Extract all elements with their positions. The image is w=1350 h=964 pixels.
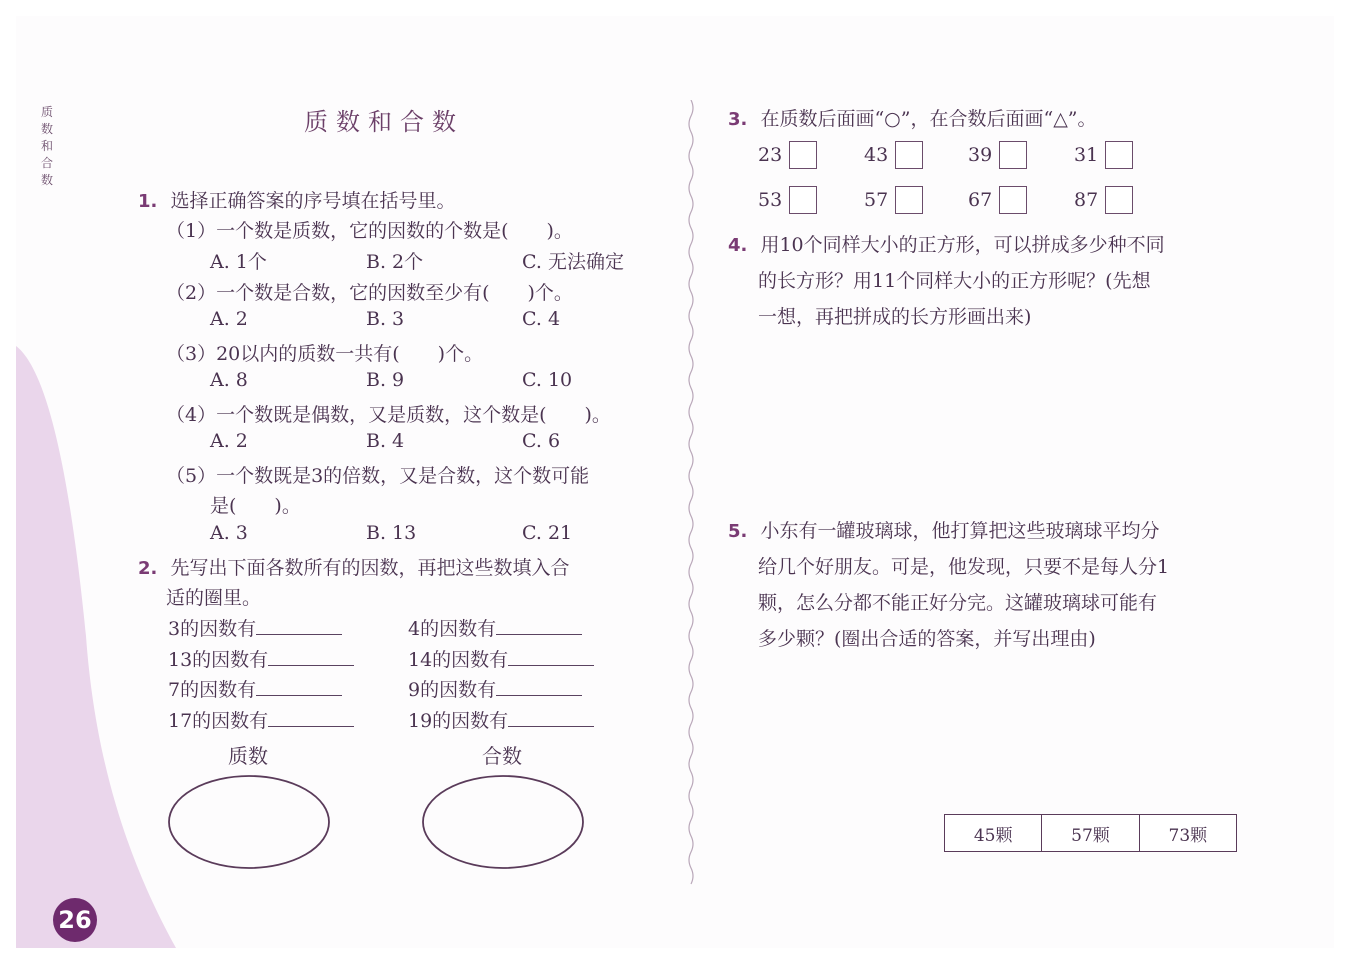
q2-factor-label: 13的因数有 <box>168 649 269 671</box>
q1-header <box>138 186 455 213</box>
answer-line[interactable] <box>268 726 354 727</box>
q3-answer-box[interactable] <box>1105 141 1133 169</box>
q3-answer-box[interactable] <box>999 141 1027 169</box>
q3-answer-box[interactable] <box>1105 186 1133 214</box>
answer-line[interactable] <box>496 695 582 696</box>
q2-stem-line2: 适的圈里。 <box>166 587 262 609</box>
q2-factor-row2-right <box>408 645 594 672</box>
q2-stem-line1: 先写出下面各数所有的因数，再把这些数填入合 <box>170 557 570 579</box>
q1-item3-stem: （3）20以内的质数一共有( )个。 <box>166 343 484 365</box>
q4-header <box>728 230 1165 257</box>
q1-item1-option-c: C. 无法确定 <box>522 251 624 273</box>
q5-number: 5. <box>728 521 748 542</box>
q5-line4: 多少颗？(圈出合适的答案，并写出理由) <box>758 628 1096 650</box>
page-title: 质数和合数 <box>304 108 464 136</box>
q3-number-53: 53 <box>758 189 783 211</box>
q2-header <box>138 553 569 580</box>
q2-factor-row3-right <box>408 675 582 702</box>
answer-line[interactable] <box>256 695 342 696</box>
q1-item2-option-a: A. 2 <box>210 308 248 330</box>
q1-item1-option-a: A. 1个 <box>210 251 267 273</box>
q2-factor-label: 3的因数有 <box>168 618 257 640</box>
answer-line[interactable] <box>508 726 594 727</box>
answer-line[interactable] <box>268 665 354 666</box>
q1-item4-stem: （4）一个数既是偶数，又是质数，这个数是( )。 <box>166 404 611 426</box>
prime-circle[interactable] <box>166 772 336 872</box>
answer-line[interactable] <box>496 634 582 635</box>
q3-answer-box[interactable] <box>895 141 923 169</box>
q3-header <box>728 104 1097 131</box>
side-tab-title: 质数和合数 <box>40 105 53 187</box>
q2-factor-row1-left <box>168 614 342 641</box>
q3-answer-box[interactable] <box>789 186 817 214</box>
q1-item5-option-a: A. 3 <box>210 522 248 544</box>
q1-number: 1. <box>138 191 158 212</box>
q1-item3-option-b: B. 9 <box>366 369 405 391</box>
q2-factor-label: 14的因数有 <box>408 649 509 671</box>
q3-number: 3. <box>728 109 748 130</box>
q1-item4-option-b: B. 4 <box>366 430 405 452</box>
q1-stem: 选择正确答案的序号填在括号里。 <box>170 190 456 212</box>
q5-line3: 颗，怎么分都不能正好分完。这罐玻璃球可能有 <box>758 592 1158 614</box>
q1-item2-option-c: C. 4 <box>522 308 561 330</box>
q2-factor-label: 9的因数有 <box>408 679 497 701</box>
q3-number-43: 43 <box>864 144 889 166</box>
q2-factor-label: 4的因数有 <box>408 618 497 640</box>
q5-option-57[interactable]: 57颗 <box>1042 815 1139 851</box>
q3-answer-box[interactable] <box>895 186 923 214</box>
q3-stem: 在质数后面画“○”，在合数后面画“△”。 <box>760 108 1097 130</box>
q1-item3-option-c: C. 10 <box>522 369 573 391</box>
q1-item2-stem: （2）一个数是合数，它的因数至少有( )个。 <box>166 282 573 304</box>
q2-factor-label: 19的因数有 <box>408 710 509 732</box>
q3-number-67: 67 <box>968 189 993 211</box>
q1-item5-option-c: C. 21 <box>522 522 573 544</box>
composite-circle[interactable] <box>420 772 590 872</box>
q4-line1: 用10个同样大小的正方形，可以拼成多少种不同 <box>760 234 1165 256</box>
answer-line[interactable] <box>508 665 594 666</box>
q1-item4-option-c: C. 6 <box>522 430 561 452</box>
q5-header <box>728 516 1159 543</box>
q5-options-table <box>944 814 1237 852</box>
q2-factor-row1-right <box>408 614 582 641</box>
q1-item5-stem-line2: 是( )。 <box>210 495 301 517</box>
q3-number-23: 23 <box>758 144 783 166</box>
answer-line[interactable] <box>256 634 342 635</box>
q2-factor-row4-left <box>168 706 354 733</box>
q3-number-31: 31 <box>1074 144 1099 166</box>
q1-item1-option-b: B. 2个 <box>366 251 424 273</box>
page-number-badge: 26 <box>53 898 97 942</box>
q2-factor-row4-right <box>408 706 594 733</box>
q4-line2: 的长方形？用11个同样大小的正方形呢？(先想 <box>758 270 1151 292</box>
prime-circle-label: 质数 <box>228 744 268 768</box>
q1-item5-stem-line1: （5）一个数既是3的倍数，又是合数，这个数可能 <box>166 465 590 487</box>
q1-item1-stem: （1）一个数是质数，它的因数的个数是( )。 <box>166 220 573 242</box>
q3-number-39: 39 <box>968 144 993 166</box>
workbook-page <box>16 16 1334 948</box>
page-fold-divider <box>686 100 696 890</box>
q2-factor-label: 17的因数有 <box>168 710 269 732</box>
q1-item4-option-a: A. 2 <box>210 430 248 452</box>
q5-option-73[interactable]: 73颗 <box>1168 825 1208 846</box>
q2-factor-row3-left <box>168 675 342 702</box>
q3-answer-box[interactable] <box>999 186 1027 214</box>
q1-item3-option-a: A. 8 <box>210 369 248 391</box>
q2-factor-label: 7的因数有 <box>168 679 257 701</box>
q3-answer-box[interactable] <box>789 141 817 169</box>
q3-number-87: 87 <box>1074 189 1099 211</box>
q5-option-45[interactable]: 45颗 <box>945 815 1042 851</box>
q2-factor-row2-left <box>168 645 354 672</box>
q5-line1: 小东有一罐玻璃球，他打算把这些玻璃球平均分 <box>760 520 1160 542</box>
q1-item5-option-b: B. 13 <box>366 522 417 544</box>
q5-line2: 给几个好朋友。可是，他发现，只要不是每人分1 <box>758 556 1170 578</box>
q1-item2-option-b: B. 3 <box>366 308 405 330</box>
q3-number-57: 57 <box>864 189 889 211</box>
q4-line3: 一想，再把拼成的长方形画出来) <box>758 306 1032 328</box>
q2-number: 2. <box>138 558 158 579</box>
q4-number: 4. <box>728 235 748 256</box>
composite-circle-label: 合数 <box>482 744 522 768</box>
